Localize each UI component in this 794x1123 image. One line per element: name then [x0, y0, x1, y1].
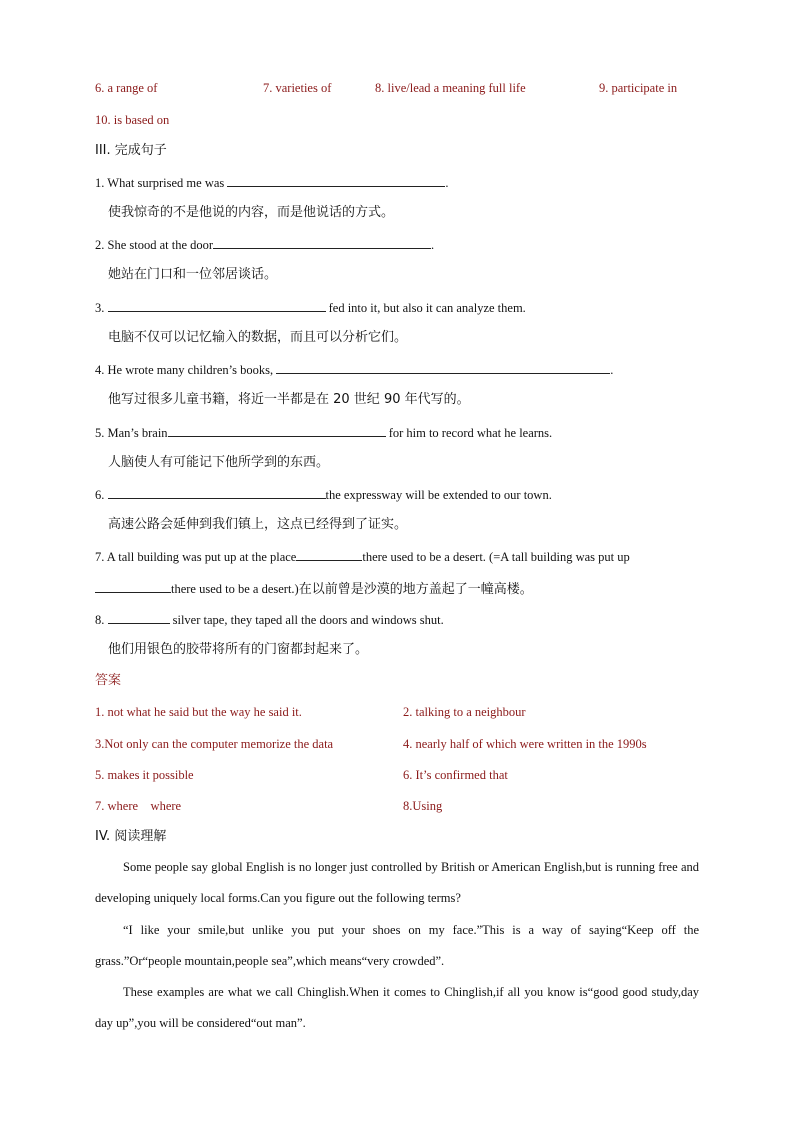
question-5-before: 5. Man’s brain: [95, 426, 168, 440]
question-7-after: there used to be a desert.): [171, 582, 299, 596]
question-3: [95, 299, 526, 316]
reading-paragraph-3: [95, 977, 699, 1039]
reading-paragraph-1-text: Some people say global English is no longer just controlled by British or American English,but is running free and developing uniquely local forms.Can you figure out the following terms?: [95, 860, 699, 905]
reading-paragraph-3-text: These examples are what we call Chinglish.When it comes to Chinglish,if all you know is“good good study,day day up”,you will be considered“out man”.: [95, 985, 699, 1030]
answers-title: 答案: [95, 673, 122, 688]
question-8-after: silver tape, they taped all the doors and windows shut.: [169, 613, 444, 627]
phrase-8: 8. live/lead a meaning full life: [375, 81, 526, 95]
question-6: [95, 486, 552, 503]
question-1-blank[interactable]: [227, 174, 445, 187]
question-6-blank[interactable]: [108, 486, 326, 499]
question-2-before: 2. She stood at the door: [95, 238, 214, 252]
question-1-translation: 使我惊奇的不是他说的内容，而是他说话的方式。: [108, 205, 395, 220]
phrase-9: 9. participate in: [599, 81, 678, 95]
question-7-translation: 在以前曾是沙漠的地方盖起了一幢高楼。: [298, 582, 533, 597]
question-3-before: 3.: [95, 301, 105, 315]
reading-paragraph-2-text: “I like your smile,but unlike you put your shoes on my face.”This is a way of saying“Keep off the grass.”Or“people mountain,people sea”,which means“very crowded”.: [95, 923, 699, 968]
question-2-after: .: [431, 238, 435, 252]
question-1: [95, 174, 449, 191]
phrase-7: 7. varieties of: [263, 81, 332, 95]
phrase-10: 10. is based on: [95, 113, 170, 127]
question-5: [95, 424, 552, 441]
question-2-blank[interactable]: [213, 236, 431, 249]
answer-5: 5. makes it possible: [95, 768, 194, 782]
question-8-translation: 他们用银色的胶带将所有的门窗都封起来了。: [108, 642, 369, 657]
question-1-before: 1. What surprised me was: [95, 176, 225, 190]
question-6-before: 6.: [95, 488, 105, 502]
question-7-before: 7. A tall building was put up at the place: [95, 550, 297, 564]
question-7-mid: there used to be a desert. (=A tall building was put up: [362, 550, 630, 564]
answer-8: 8.Using: [403, 799, 443, 813]
question-4-before: 4. He wrote many children’s books,: [95, 363, 274, 377]
phrase-6: 6. a range of: [95, 81, 158, 95]
question-1-after: .: [445, 176, 449, 190]
question-4-after: .: [610, 363, 614, 377]
question-7-blank-1[interactable]: [296, 548, 362, 561]
question-3-after: fed into it, but also it can analyze them.: [325, 301, 526, 315]
question-7-continued: [95, 580, 533, 598]
question-2-translation: 她站在门口和一位邻居谈话。: [108, 267, 278, 282]
reading-paragraph-1: [95, 852, 699, 914]
section-title-reading: IV. 阅读理解: [95, 829, 167, 844]
section-title-complete-sentences: III. 完成句子: [95, 143, 167, 158]
question-8: [95, 611, 444, 628]
question-7-blank-2[interactable]: [95, 580, 171, 593]
question-4: [95, 361, 613, 378]
question-5-blank[interactable]: [168, 424, 386, 437]
answer-4: 4. nearly half of which were written in the 1990s: [403, 737, 647, 751]
question-7: [95, 548, 699, 565]
answer-1: 1. not what he said but the way he said it.: [95, 705, 302, 719]
question-2: [95, 236, 434, 253]
question-4-blank[interactable]: [276, 361, 610, 374]
question-3-blank[interactable]: [108, 299, 326, 312]
answer-3: 3.Not only can the computer memorize the data: [95, 737, 334, 751]
question-8-blank[interactable]: [108, 611, 170, 624]
question-6-translation: 高速公路会延伸到我们镇上，这点已经得到了证实。: [108, 517, 408, 532]
answer-6: 6. It’s confirmed that: [403, 768, 508, 782]
question-8-before: 8.: [95, 613, 105, 627]
question-5-after: for him to record what he learns.: [385, 426, 553, 440]
answer-7: 7. where where: [95, 799, 182, 813]
reading-paragraph-2: [95, 915, 699, 977]
answer-2: 2. talking to a neighbour: [403, 705, 526, 719]
question-6-after: the expressway will be extended to our town.: [325, 488, 552, 502]
question-3-translation: 电脑不仅可以记忆输入的数据，而且可以分析它们。: [108, 330, 408, 345]
question-4-translation: 他写过很多儿童书籍，将近一半都是在 20 世纪 90 年代写的。: [108, 392, 470, 407]
question-5-translation: 人脑使人有可能记下他所学到的东西。: [108, 455, 330, 470]
